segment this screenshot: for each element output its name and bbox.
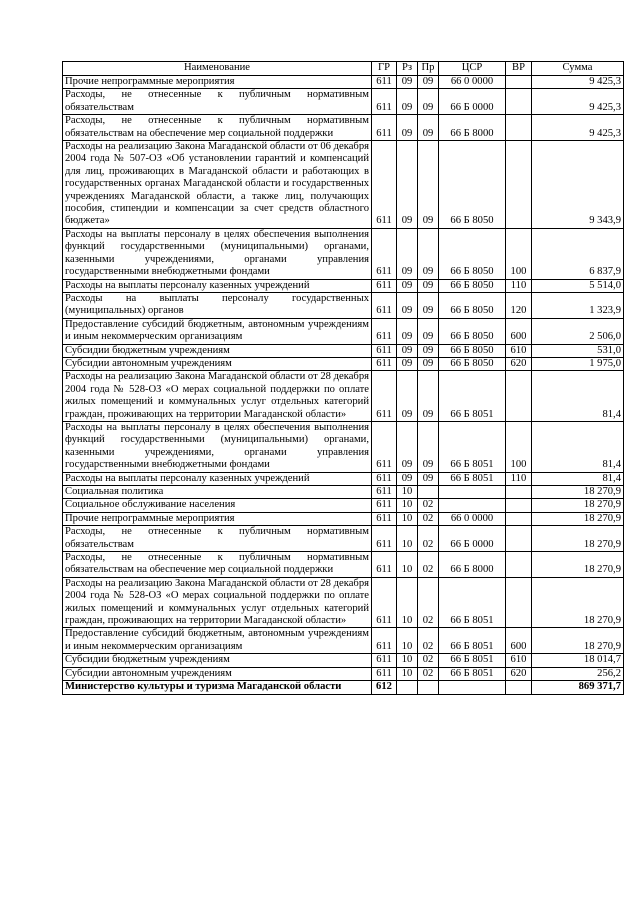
row-gr: 611 [372, 499, 397, 512]
row-csr: 66 Б 8050 [439, 279, 506, 292]
row-pr: 09 [418, 472, 439, 485]
row-vr [506, 526, 532, 552]
table-row [63, 486, 624, 499]
row-rz: 09 [397, 318, 418, 344]
row-sum: 9 425,3 [532, 76, 624, 89]
row-vr [506, 76, 532, 89]
row-rz: 09 [397, 141, 418, 229]
row-vr [506, 141, 532, 229]
row-gr: 611 [372, 371, 397, 422]
row-csr: 66 Б 8051 [439, 667, 506, 680]
row-sum: 81,4 [532, 472, 624, 485]
row-rz: 10 [397, 486, 418, 499]
table-row [63, 577, 624, 628]
header-pr: Пр [418, 62, 439, 76]
row-name: Расходы, не отнесенные к публичным нормативным обязательствам [63, 526, 372, 552]
row-sum: 531,0 [532, 344, 624, 357]
row-name: Расходы на реализацию Закона Магаданской области от 28 декабря 2004 года № 528-ОЗ «О мерах социальной поддержки по оплате жилых помещений и коммунальных услуг отдельных категорий граждан, проживающих на территории Магаданской области» [63, 577, 372, 628]
table-row [63, 552, 624, 578]
row-sum: 18 270,9 [532, 512, 624, 525]
row-csr: 66 Б 8051 [439, 371, 506, 422]
row-pr: 02 [418, 667, 439, 680]
header-rz: Рз [397, 62, 418, 76]
row-vr: 100 [506, 228, 532, 279]
table-row [63, 512, 624, 525]
row-vr: 110 [506, 472, 532, 485]
row-vr [506, 681, 532, 694]
row-sum: 9 425,3 [532, 115, 624, 141]
row-name: Расходы на выплаты персоналу в целях обеспечения выполнения функций государственными (муниципальными) органами, казенными учреждениями, органами управления государственными внебюджетными фондами [63, 228, 372, 279]
row-csr [439, 486, 506, 499]
row-sum: 18 270,9 [532, 628, 624, 654]
row-gr: 611 [372, 472, 397, 485]
row-rz: 09 [397, 89, 418, 115]
row-gr: 611 [372, 318, 397, 344]
row-rz: 09 [397, 76, 418, 89]
row-sum: 18 270,9 [532, 486, 624, 499]
table-header-row [63, 62, 624, 76]
row-name: Субсидии автономным учреждениям [63, 357, 372, 370]
row-name: Расходы на реализацию Закона Магаданской области от 06 декабря 2004 года № 507-ОЗ «Об установлении гарантий и компенсаций для лиц, проживающих в Магаданской области и работающих в государственных органах Магаданской области и государственных учреждениях Магаданской области, а также лиц, получающих пособия, стипендии и компенсации за счет средств областного бюджета» [63, 141, 372, 229]
table-row [63, 318, 624, 344]
row-pr: 02 [418, 654, 439, 667]
row-csr: 66 0 0000 [439, 512, 506, 525]
row-gr: 611 [372, 512, 397, 525]
table-row [63, 371, 624, 422]
header-gr: ГР [372, 62, 397, 76]
table-row [63, 344, 624, 357]
row-gr: 611 [372, 577, 397, 628]
row-pr: 02 [418, 552, 439, 578]
row-csr: 66 Б 8000 [439, 552, 506, 578]
table-row [63, 654, 624, 667]
row-sum: 1 975,0 [532, 357, 624, 370]
table-row [63, 499, 624, 512]
row-gr: 611 [372, 357, 397, 370]
row-vr [506, 512, 532, 525]
row-pr: 09 [418, 141, 439, 229]
document-page [62, 61, 623, 695]
row-csr: 66 Б 8050 [439, 318, 506, 344]
row-sum: 81,4 [532, 371, 624, 422]
row-name: Расходы, не отнесенные к публичным нормативным обязательствам на обеспечение мер социальной поддержки [63, 552, 372, 578]
row-name: Социальное обслуживание населения [63, 499, 372, 512]
row-rz: 09 [397, 371, 418, 422]
row-gr: 611 [372, 344, 397, 357]
row-name: Субсидии автономным учреждениям [63, 667, 372, 680]
table-body [63, 76, 624, 695]
row-csr: 66 Б 8051 [439, 421, 506, 472]
row-name: Расходы, не отнесенные к публичным нормативным обязательствам на обеспечение мер социальной поддержки [63, 115, 372, 141]
row-vr: 610 [506, 654, 532, 667]
row-vr: 100 [506, 421, 532, 472]
row-sum: 18 270,9 [532, 552, 624, 578]
row-name: Социальная политика [63, 486, 372, 499]
row-sum: 18 270,9 [532, 577, 624, 628]
row-csr [439, 499, 506, 512]
row-gr: 611 [372, 89, 397, 115]
row-csr: 66 Б 8051 [439, 654, 506, 667]
row-pr: 09 [418, 279, 439, 292]
row-sum: 18 270,9 [532, 526, 624, 552]
row-vr: 620 [506, 667, 532, 680]
row-vr [506, 371, 532, 422]
row-rz [397, 681, 418, 694]
row-gr: 611 [372, 141, 397, 229]
row-csr: 66 Б 8050 [439, 141, 506, 229]
row-vr: 610 [506, 344, 532, 357]
row-pr: 09 [418, 371, 439, 422]
row-csr: 66 0 0000 [439, 76, 506, 89]
table-row [63, 421, 624, 472]
row-sum: 256,2 [532, 667, 624, 680]
row-rz: 10 [397, 512, 418, 525]
row-rz: 09 [397, 421, 418, 472]
budget-table [62, 61, 624, 695]
row-csr: 66 Б 0000 [439, 89, 506, 115]
row-name: Субсидии бюджетным учреждениям [63, 344, 372, 357]
row-pr: 02 [418, 499, 439, 512]
row-name: Расходы на выплаты персоналу государственных (муниципальных) органов [63, 292, 372, 318]
row-gr: 611 [372, 486, 397, 499]
row-rz: 09 [397, 357, 418, 370]
row-name: Расходы на выплаты персоналу казенных учреждений [63, 472, 372, 485]
row-sum: 81,4 [532, 421, 624, 472]
row-gr: 611 [372, 115, 397, 141]
row-vr: 600 [506, 318, 532, 344]
row-pr: 02 [418, 512, 439, 525]
row-sum: 6 837,9 [532, 228, 624, 279]
row-pr [418, 681, 439, 694]
row-rz: 10 [397, 654, 418, 667]
table-row [63, 141, 624, 229]
header-name: Наименование [63, 62, 372, 76]
table-row [63, 681, 624, 694]
row-csr: 66 Б 8050 [439, 357, 506, 370]
row-sum: 869 371,7 [532, 681, 624, 694]
row-vr [506, 552, 532, 578]
table-row [63, 472, 624, 485]
row-rz: 09 [397, 472, 418, 485]
row-sum: 9 343,9 [532, 141, 624, 229]
row-csr: 66 Б 8051 [439, 628, 506, 654]
row-vr [506, 115, 532, 141]
row-pr [418, 486, 439, 499]
row-gr: 611 [372, 421, 397, 472]
row-name: Субсидии бюджетным учреждениям [63, 654, 372, 667]
row-pr: 09 [418, 318, 439, 344]
row-pr: 02 [418, 577, 439, 628]
row-gr: 611 [372, 552, 397, 578]
row-gr: 611 [372, 76, 397, 89]
row-gr: 611 [372, 667, 397, 680]
row-pr: 09 [418, 344, 439, 357]
row-rz: 09 [397, 344, 418, 357]
row-name: Предоставление субсидий бюджетным, автономным учреждениям и иным некоммерческим организациям [63, 318, 372, 344]
row-rz: 10 [397, 577, 418, 628]
row-pr: 02 [418, 628, 439, 654]
header-sum: Сумма [532, 62, 624, 76]
row-gr: 612 [372, 681, 397, 694]
row-name: Прочие непрограммные мероприятия [63, 512, 372, 525]
row-name: Прочие непрограммные мероприятия [63, 76, 372, 89]
row-csr: 66 Б 8050 [439, 344, 506, 357]
row-rz: 10 [397, 667, 418, 680]
row-pr: 02 [418, 526, 439, 552]
row-name: Министерство культуры и туризма Магаданской области [63, 681, 372, 694]
row-csr: 66 Б 8051 [439, 472, 506, 485]
row-name: Расходы на выплаты персоналу казенных учреждений [63, 279, 372, 292]
table-row [63, 667, 624, 680]
row-rz: 09 [397, 115, 418, 141]
row-name: Расходы на выплаты персоналу в целях обеспечения выполнения функций государственными (муниципальными) органами, казенными учреждениями, органами управления государственными внебюджетными фондами [63, 421, 372, 472]
row-pr: 09 [418, 76, 439, 89]
table-row [63, 526, 624, 552]
row-name: Расходы, не отнесенные к публичным нормативным обязательствам [63, 89, 372, 115]
row-csr: 66 Б 8000 [439, 115, 506, 141]
row-pr: 09 [418, 228, 439, 279]
row-gr: 611 [372, 526, 397, 552]
row-rz: 10 [397, 526, 418, 552]
row-gr: 611 [372, 228, 397, 279]
row-csr: 66 Б 0000 [439, 526, 506, 552]
table-row [63, 89, 624, 115]
row-rz: 09 [397, 228, 418, 279]
header-csr: ЦСР [439, 62, 506, 76]
row-gr: 611 [372, 628, 397, 654]
row-sum: 18 270,9 [532, 499, 624, 512]
row-vr [506, 486, 532, 499]
row-rz: 09 [397, 279, 418, 292]
row-csr [439, 681, 506, 694]
row-csr: 66 Б 8050 [439, 228, 506, 279]
row-gr: 611 [372, 654, 397, 667]
table-row [63, 357, 624, 370]
row-vr: 600 [506, 628, 532, 654]
row-pr: 09 [418, 292, 439, 318]
row-vr: 120 [506, 292, 532, 318]
row-sum: 2 506,0 [532, 318, 624, 344]
row-rz: 09 [397, 292, 418, 318]
row-rz: 10 [397, 552, 418, 578]
row-vr [506, 499, 532, 512]
row-pr: 09 [418, 421, 439, 472]
row-csr: 66 Б 8051 [439, 577, 506, 628]
row-name: Расходы на реализацию Закона Магаданской области от 28 декабря 2004 года № 528-ОЗ «О мерах социальной поддержки по оплате жилых помещений и коммунальных услуг отдельных категорий граждан, проживающих на территории Магаданской области» [63, 371, 372, 422]
row-gr: 611 [372, 292, 397, 318]
row-vr [506, 577, 532, 628]
row-pr: 09 [418, 115, 439, 141]
row-pr: 09 [418, 89, 439, 115]
table-row [63, 292, 624, 318]
row-rz: 10 [397, 628, 418, 654]
row-rz: 10 [397, 499, 418, 512]
header-vr: ВР [506, 62, 532, 76]
table-row [63, 115, 624, 141]
row-vr: 620 [506, 357, 532, 370]
row-sum: 1 323,9 [532, 292, 624, 318]
table-row [63, 628, 624, 654]
table-row [63, 228, 624, 279]
row-sum: 9 425,3 [532, 89, 624, 115]
row-gr: 611 [372, 279, 397, 292]
row-vr [506, 89, 532, 115]
row-csr: 66 Б 8050 [439, 292, 506, 318]
table-row [63, 279, 624, 292]
row-vr: 110 [506, 279, 532, 292]
row-sum: 5 514,0 [532, 279, 624, 292]
row-sum: 18 014,7 [532, 654, 624, 667]
table-row [63, 76, 624, 89]
row-name: Предоставление субсидий бюджетным, автономным учреждениям и иным некоммерческим организациям [63, 628, 372, 654]
row-pr: 09 [418, 357, 439, 370]
